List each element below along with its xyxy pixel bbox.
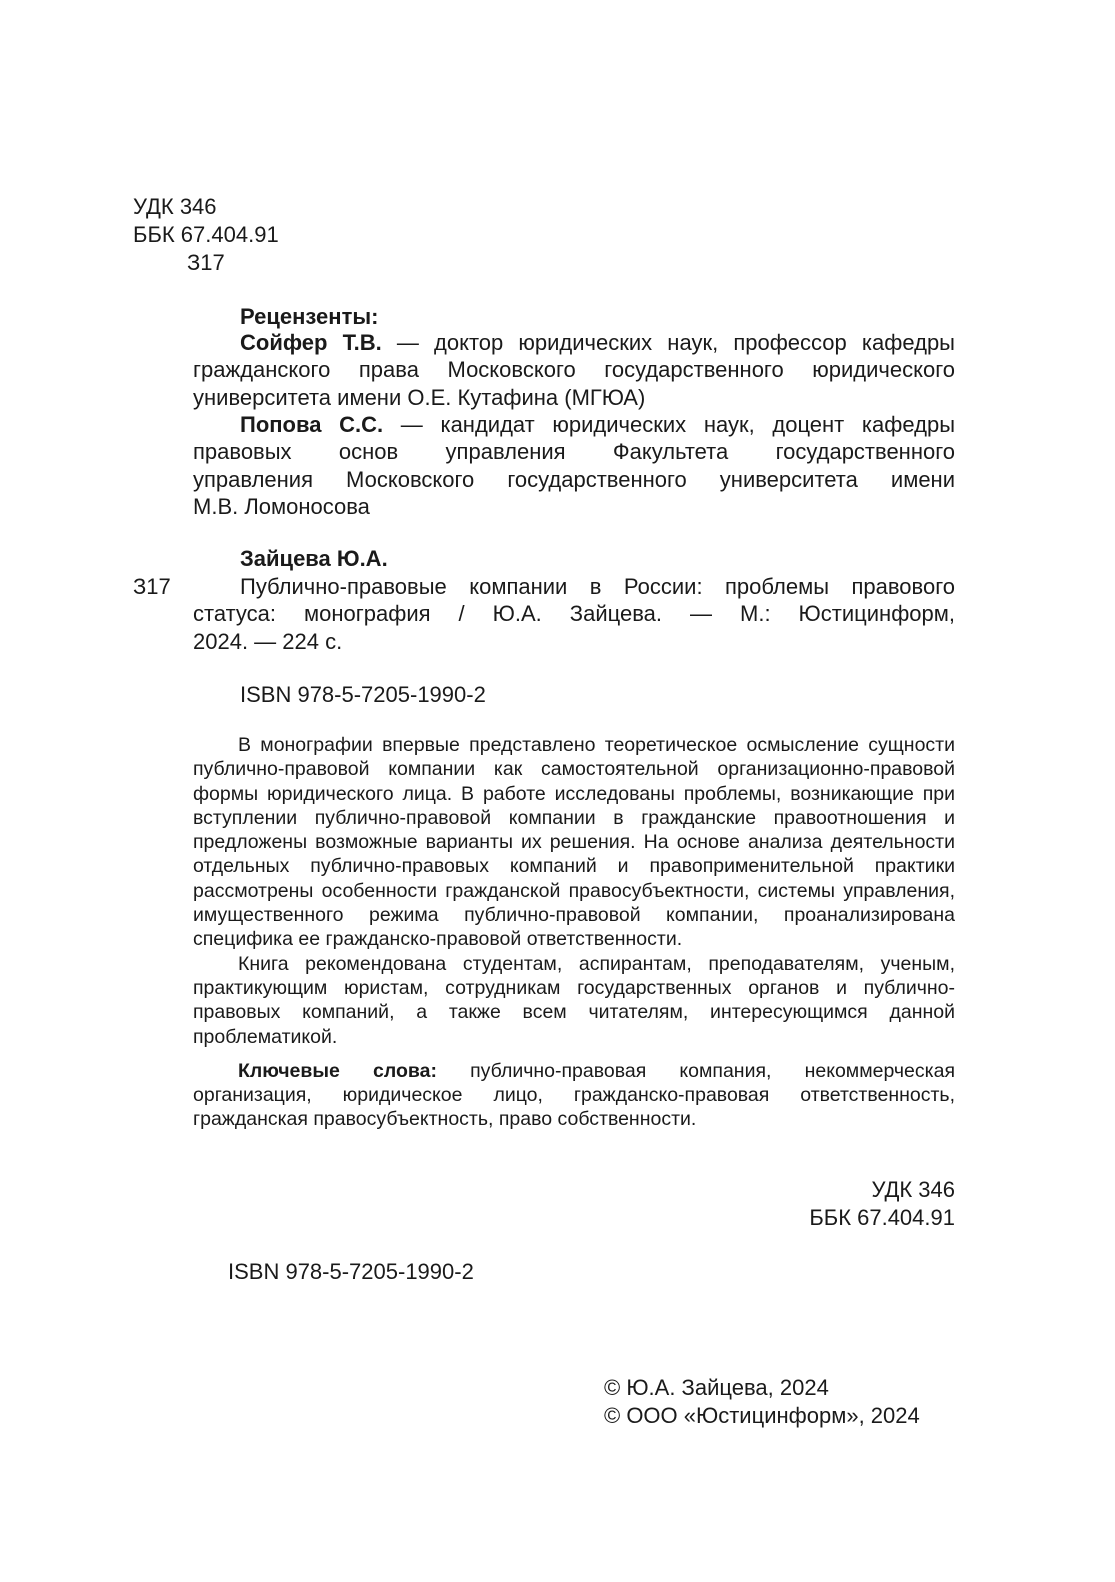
header-author-mark: З17 xyxy=(187,250,225,275)
reviewer-2-text: — кандидат юридических наук, доцент кафедры xyxy=(383,412,956,437)
reviewers-title: Рецензенты: xyxy=(240,304,379,329)
isbn-bottom: ISBN 978-5-7205-1990-2 xyxy=(228,1259,474,1284)
keywords-label: Ключевые слова: xyxy=(238,1059,437,1082)
reviewer-1 xyxy=(193,329,955,411)
reviewer-2-line3: управления Московского государственного университета имени xyxy=(193,466,955,492)
abstract-paragraph-1: В монографии впервые представлено теоретическое осмысление сущности публично-правовой компании как самостоятельной организационно-правовой формы юридического лица. В работе исследованы проблемы, возникающие при вступлении публично-правовой компании в гражданские правоотношения и предложены возможные варианты их решения. На основе анализа деятельности отдельных публично-правовых компаний и правоприменительной практики рассмотрены особенности гражданской правосубъектности, системы управления, имущественного режима публично-правовой компании, проанализирована специфика ее гражданско-правовой ответственности. xyxy=(193,734,955,951)
classification-udk: УДК 346 xyxy=(871,1177,955,1202)
classification-bbk: ББК 67.404.91 xyxy=(809,1205,955,1230)
header-bbk: ББК 67.404.91 xyxy=(133,222,279,247)
reviewer-2-line2: правовых основ управления Факультета государственного xyxy=(193,439,955,465)
book-line2: статуса: монография / Ю.А. Зайцева. — М.: Юстицинформ, xyxy=(193,601,955,627)
book-line3: 2024. — 224 с. xyxy=(193,628,343,654)
header-udk: УДК 346 xyxy=(133,194,217,219)
abstract xyxy=(193,733,955,1132)
abstract-paragraph-2: Книга рекомендована студентам, аспирантам, преподавателям, ученым, практикующим юристам, сотрудникам государственных органов и публично-правовых компаний, а также всем читателям, интересующимся данной проблематикой. xyxy=(193,952,955,1048)
reviewer-2-line4: М.В. Ломоносова xyxy=(193,493,370,519)
reviewer-1-text: — доктор юридических наук, профессор кафедры xyxy=(381,330,955,355)
book-isbn: ISBN 978-5-7205-1990-2 xyxy=(240,682,486,707)
book-author: Зайцева Ю.А. xyxy=(240,546,388,571)
copyright-publisher: © ООО «Юстицинформ», 2024 xyxy=(604,1403,920,1428)
book-description xyxy=(193,573,955,655)
book-line1: Публично-правовые компании в России: проблемы правового xyxy=(240,574,955,599)
reviewer-2-name: Попова С.С. xyxy=(240,412,384,437)
keywords-text: публично-правовая компания, некоммерческая организация, юридическое лицо, гражданско-правовая ответственность, гражданская правосубъектность, право собственности. xyxy=(193,1059,955,1131)
reviewer-1-name: Сойфер Т.В. xyxy=(240,330,382,355)
reviewer-1-line2: гражданского права Московского государственного юридического xyxy=(193,357,955,383)
reviewer-2 xyxy=(193,411,955,520)
copyright-author: © Ю.А. Зайцева, 2024 xyxy=(604,1375,829,1400)
reviewer-1-line3: университета имени О.Е. Кутафина (МГЮА) xyxy=(193,384,646,410)
abstract-keywords xyxy=(193,1059,955,1132)
book-mark: З17 xyxy=(133,574,171,599)
